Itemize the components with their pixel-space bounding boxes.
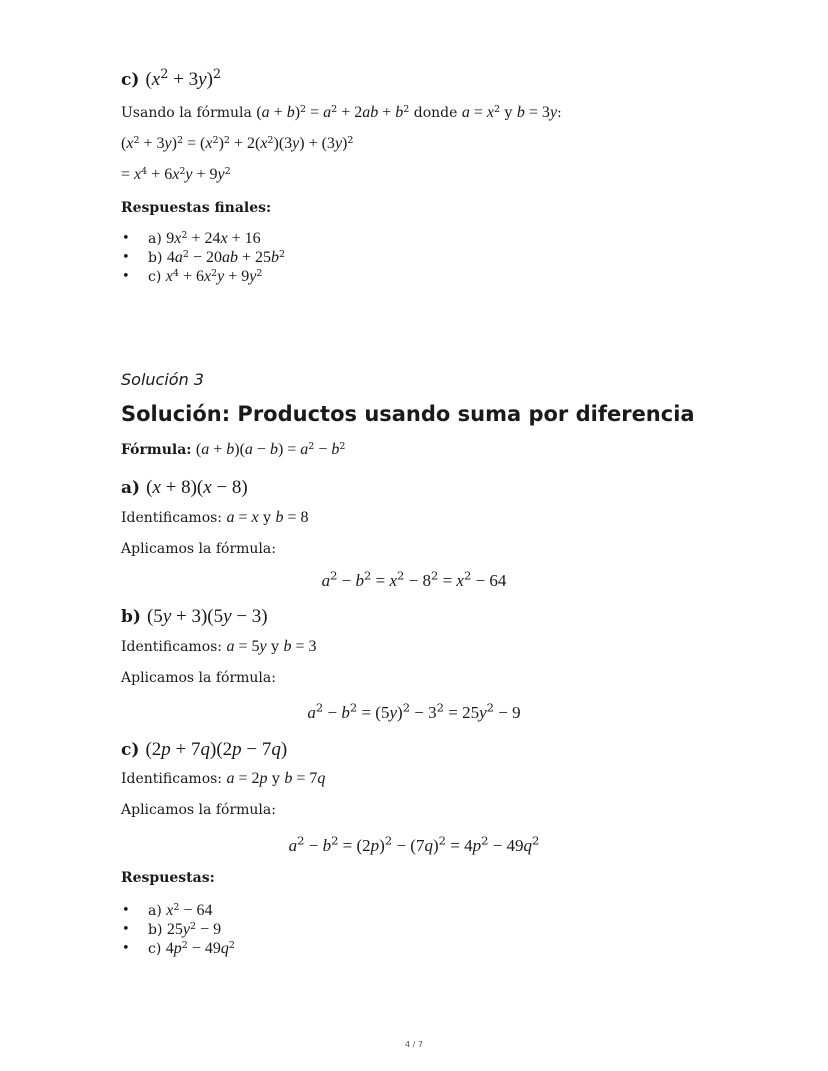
part-b-heading: b) (5y + 3)(5y − 3) [121, 606, 268, 627]
identify-text: Identificamos: [121, 510, 223, 526]
part-label: c) [121, 740, 140, 760]
part-label: a) [121, 478, 141, 498]
identify-text: Identificamos: [121, 771, 223, 787]
part-label: b) [121, 607, 141, 627]
part-a-equation: $a^2 - b^2 = x^2 - 8^2 = x^2 - 64$ [321, 568, 507, 590]
part-b-apply: Aplicamos la fórmula: [121, 670, 276, 686]
answer-label: c) [148, 269, 162, 285]
bullet-icon: • [122, 941, 130, 956]
answer-label: a) [148, 903, 162, 919]
bullet-icon: • [122, 269, 130, 284]
part-c-equation: $a^2 - b^2 = (2p)^2 - (7q)^2 = 4p^2 - 49q^2$ [288, 833, 540, 855]
prev-part-c-intro: Usando la fórmula $(a + b)^2 = a^2 + 2ab + b^2$ donde $a = x^2$ y b = 3y: [121, 103, 562, 121]
answer-label: c) [148, 941, 162, 957]
answer-label: b) [148, 250, 163, 266]
bullet-icon: • [122, 922, 130, 937]
solution-title: Solución: Productos usando suma por diferencia [121, 402, 695, 426]
answers-list [122, 901, 235, 958]
and-text: y [271, 639, 279, 655]
part-c-heading: c) (2p + 7q)(2p − 7q) [121, 739, 288, 760]
part-b-identify: Identificamos: a = 5y y b = 3 [121, 638, 317, 655]
prev-part-c-expansion: $(x^2 + 3y)^2 = (x^2)^2 + 2(x^2)(3y) + (3y)^2$ [121, 134, 354, 152]
list-item: • a) $x^2 - 64$ [122, 901, 213, 919]
prev-part-c-heading: c) $(x^2 + 3y)^2$ [121, 66, 222, 90]
identify-text: Identificamos: [121, 639, 223, 655]
page-indicator: 4 / 7 [405, 1040, 423, 1049]
part-a-identify: Identificamos: a = x y b = 8 [121, 509, 309, 526]
solution-subtitle: Solución 3 [121, 370, 204, 389]
part-a-apply: Aplicamos la fórmula: [121, 541, 276, 557]
prev-answers-heading: Respuestas finales: [121, 200, 272, 216]
list-item: • c) $4p^2 - 49q^2$ [122, 939, 235, 957]
and-text: y [263, 510, 271, 526]
where-text: donde [413, 105, 458, 121]
prev-answers-list [122, 229, 286, 286]
list-item: • b) $4a^2 - 20ab + 25b^2$ [122, 248, 286, 266]
intro-text: Usando la fórmula [121, 105, 252, 121]
list-item: • a) $9x^2 + 24x + 16$ [122, 229, 261, 247]
formula-label: Fórmula: [121, 442, 192, 458]
part-a-heading: a) (x + 8)(x − 8) [121, 477, 248, 498]
part-c-identify: Identificamos: a = 2p y b = 7q [121, 770, 326, 787]
bullet-icon: • [122, 231, 130, 246]
answer-label: a) [148, 231, 162, 247]
list-item: • c) $x^4 + 6x^2y + 9y^2$ [122, 267, 263, 285]
part-b-equation: $a^2 - b^2 = (5y)^2 - 3^2 = 25y^2 - 9$ [307, 700, 521, 722]
part-label: c) [121, 70, 140, 90]
and-text: y [504, 105, 513, 121]
formula-line: Fórmula: $(a + b)(a - b) = a^2 - b^2$ [121, 440, 346, 458]
answers-heading: Respuestas: [121, 870, 215, 886]
prev-part-c-result: = $x^4 + 6x^2y + 9y^2$ [121, 165, 231, 183]
answer-label: b) [148, 922, 163, 938]
and-text: y [271, 771, 280, 787]
list-item: • b) $25y^2 - 9$ [122, 920, 222, 938]
bullet-icon: • [122, 903, 130, 918]
part-c-apply: Aplicamos la fórmula: [121, 802, 276, 818]
bullet-icon: • [122, 250, 130, 265]
